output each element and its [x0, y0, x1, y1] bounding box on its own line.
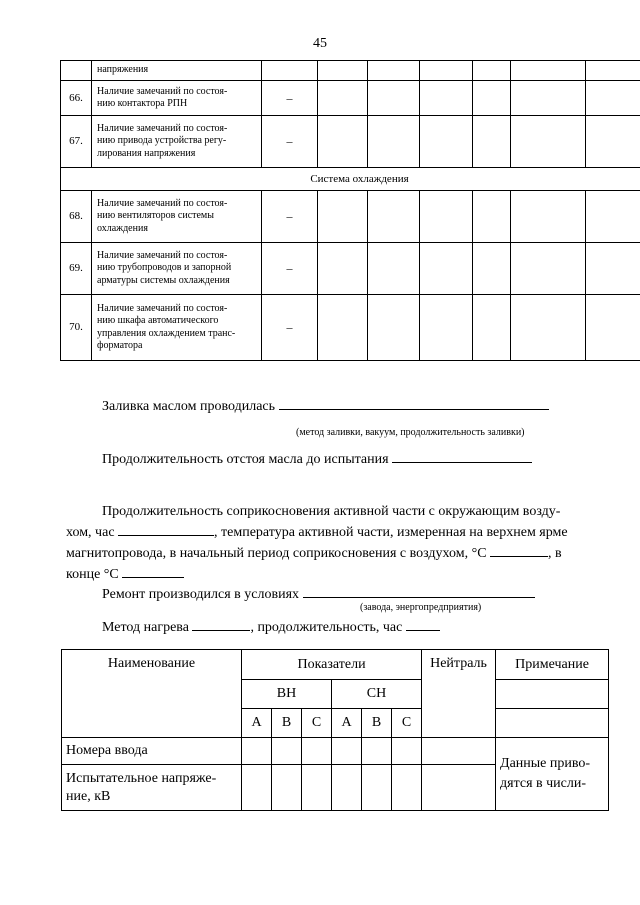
- heat-line: [102, 617, 440, 638]
- table-cell[interactable]: [420, 295, 473, 361]
- row-description: [92, 295, 262, 361]
- table-cell[interactable]: [511, 295, 586, 361]
- page-number: 45: [313, 36, 327, 51]
- settle-line: [102, 449, 532, 470]
- table-row: [61, 61, 640, 81]
- repair-hint: (завода, энергопредприятия): [360, 602, 482, 613]
- table-cell[interactable]: [473, 191, 511, 243]
- phase-a-vn: А: [242, 709, 272, 738]
- table-cell[interactable]: [511, 81, 586, 116]
- description-line: Наличие замечаний по состоя-: [97, 85, 228, 97]
- description-line: охлаждения: [97, 222, 148, 234]
- table-cell[interactable]: [511, 243, 586, 295]
- checklist-table: [60, 60, 640, 361]
- table-cell[interactable]: [242, 738, 272, 765]
- row-number: 70.: [61, 295, 92, 361]
- table-cell[interactable]: [420, 116, 473, 168]
- settle-label: Продолжительность отстоя масла до испытания: [102, 452, 389, 467]
- oil-fill-label: Заливка маслом проводилась: [102, 399, 276, 414]
- table-cell[interactable]: [422, 765, 496, 811]
- row-number: 67.: [61, 116, 92, 168]
- description-line: нию вентиляторов системы: [97, 210, 214, 222]
- contact-p3-rest: , в: [548, 546, 562, 561]
- row-test-voltage: [62, 765, 242, 811]
- row-number: 69.: [61, 243, 92, 295]
- table-cell[interactable]: [473, 243, 511, 295]
- table-cell[interactable]: [368, 116, 420, 168]
- table-cell[interactable]: [392, 738, 422, 765]
- table-cell[interactable]: [586, 61, 640, 81]
- col-neutral-header: Нейтраль: [422, 650, 496, 738]
- contact-p3-label: магнитопровода, в начальный период соприкосновения с воздухом, °С: [66, 546, 487, 561]
- row-description: [92, 116, 262, 168]
- oil-fill-blank[interactable]: [279, 396, 549, 410]
- description-line: Наличие замечаний по состоя-: [97, 197, 228, 209]
- table-cell[interactable]: [318, 243, 368, 295]
- table-cell[interactable]: [420, 243, 473, 295]
- table-cell[interactable]: [272, 738, 302, 765]
- table-cell[interactable]: [318, 81, 368, 116]
- row-test-voltage-line: ние, кВ: [66, 788, 111, 804]
- row-test-voltage-line: Испытательное напряже-: [66, 770, 217, 786]
- contact-end-temp-blank[interactable]: [122, 564, 184, 578]
- table-cell[interactable]: [422, 738, 496, 765]
- row-mark: –: [262, 295, 318, 361]
- row-number: 66.: [61, 81, 92, 116]
- table-cell[interactable]: [272, 765, 302, 811]
- table-cell[interactable]: [362, 738, 392, 765]
- row-mark: –: [262, 81, 318, 116]
- table-cell[interactable]: [586, 81, 640, 116]
- table-cell[interactable]: [586, 243, 640, 295]
- table-cell[interactable]: [318, 61, 368, 81]
- description-line: управления охлаждением транс-: [97, 327, 236, 339]
- heat-label: Метод нагрева: [102, 620, 189, 635]
- table-cell[interactable]: [318, 116, 368, 168]
- note-empty-cell: [496, 680, 609, 709]
- description-line: нию трубопроводов и запорной: [97, 262, 232, 274]
- col-note-header: Примечание: [496, 650, 609, 680]
- phase-b-vn: В: [272, 709, 302, 738]
- table-cell[interactable]: [332, 738, 362, 765]
- description-line: нию привода устройства регу-: [97, 135, 227, 147]
- row-description: [92, 243, 262, 295]
- vn-header: ВН: [242, 680, 332, 709]
- table-cell[interactable]: [332, 765, 362, 811]
- col-name-header: Наименование: [62, 650, 242, 738]
- table-cell[interactable]: [318, 295, 368, 361]
- note-line: Данные приво-: [500, 756, 591, 771]
- col-indicators-header: Показатели: [242, 650, 422, 680]
- table-cell[interactable]: [302, 738, 332, 765]
- note-line: дятся в числи-: [500, 776, 587, 791]
- repair-label: Ремонт производился в условиях: [102, 587, 300, 602]
- table-cell[interactable]: [362, 765, 392, 811]
- table-cell[interactable]: [392, 765, 422, 811]
- description-line: форматора: [97, 339, 143, 351]
- description-line: напряжения: [97, 64, 149, 76]
- section-title: Система охлаждения: [61, 168, 640, 191]
- row-description: [92, 81, 262, 116]
- table-cell[interactable]: [420, 81, 473, 116]
- table-cell[interactable]: [586, 191, 640, 243]
- table-cell[interactable]: [511, 61, 586, 81]
- description-line: нию контактора РПН: [97, 98, 188, 109]
- contact-p2-rest: , температура активной части, измеренная на верхнем ярме: [214, 525, 568, 540]
- table-cell[interactable]: [302, 765, 332, 811]
- table-cell[interactable]: [368, 191, 420, 243]
- row-number: 68.: [61, 191, 92, 243]
- row-input-numbers: Номера ввода: [62, 738, 242, 765]
- table-cell[interactable]: [420, 61, 473, 81]
- note-empty-cell: [496, 709, 609, 738]
- contact-p4: [66, 564, 184, 585]
- row-mark: –: [262, 116, 318, 168]
- row-mark: [262, 61, 318, 81]
- table-cell[interactable]: [473, 81, 511, 116]
- oil-fill-line: [102, 396, 549, 417]
- note-cell: [496, 738, 609, 811]
- description-line: Наличие замечаний по состоя-: [97, 302, 228, 314]
- test-table: [61, 649, 609, 811]
- row-mark: –: [262, 243, 318, 295]
- phase-c-sn: С: [392, 709, 422, 738]
- description-line: нию шкафа автоматического: [97, 315, 219, 327]
- description-line: арматуры системы охлаждения: [97, 274, 230, 286]
- row-description: [92, 61, 262, 81]
- sn-header: СН: [332, 680, 422, 709]
- contact-p2: [66, 522, 610, 543]
- table-cell[interactable]: [586, 116, 640, 168]
- oil-fill-hint: (метод заливки, вакуум, продолжительность заливки): [296, 427, 525, 438]
- table-cell[interactable]: [511, 116, 586, 168]
- row-mark: –: [262, 191, 318, 243]
- phase-a-sn: А: [332, 709, 362, 738]
- table-cell[interactable]: [420, 191, 473, 243]
- table-row: [61, 243, 640, 295]
- section-row: [61, 168, 640, 191]
- table-cell[interactable]: [318, 191, 368, 243]
- phase-c-vn: С: [302, 709, 332, 738]
- table-cell[interactable]: [473, 295, 511, 361]
- table-cell[interactable]: [473, 61, 511, 81]
- row-number: [61, 61, 92, 81]
- heat-duration-label: , продолжительность, час: [250, 620, 403, 635]
- table-cell[interactable]: [368, 61, 420, 81]
- table-row: [61, 81, 640, 116]
- table-cell[interactable]: [511, 191, 586, 243]
- contact-p2-label: хом, час: [66, 525, 115, 540]
- description-line: Наличие замечаний по состоя-: [97, 122, 228, 134]
- contact-p1: Продолжительность соприкосновения активной части с окружающим возду-: [102, 504, 561, 519]
- heat-duration-blank[interactable]: [406, 617, 440, 631]
- table-cell[interactable]: [586, 295, 640, 361]
- repair-blank[interactable]: [303, 584, 535, 598]
- contact-hours-blank[interactable]: [118, 522, 214, 536]
- table-cell[interactable]: [368, 295, 420, 361]
- contact-p4-label: конце °С: [66, 567, 119, 582]
- description-line: Наличие замечаний по состоя-: [97, 249, 228, 261]
- table-cell[interactable]: [368, 81, 420, 116]
- contact-start-temp-blank[interactable]: [490, 543, 548, 557]
- table-row: [61, 191, 640, 243]
- table-cell[interactable]: [368, 243, 420, 295]
- heat-method-blank[interactable]: [192, 617, 250, 631]
- table-row: [61, 116, 640, 168]
- phase-b-sn: В: [362, 709, 392, 738]
- contact-p3: [66, 543, 610, 564]
- row-description: [92, 191, 262, 243]
- table-cell[interactable]: [473, 116, 511, 168]
- description-line: лирования напряжения: [97, 147, 196, 159]
- settle-blank[interactable]: [392, 449, 532, 463]
- table-row: [61, 295, 640, 361]
- table-cell[interactable]: [242, 765, 272, 811]
